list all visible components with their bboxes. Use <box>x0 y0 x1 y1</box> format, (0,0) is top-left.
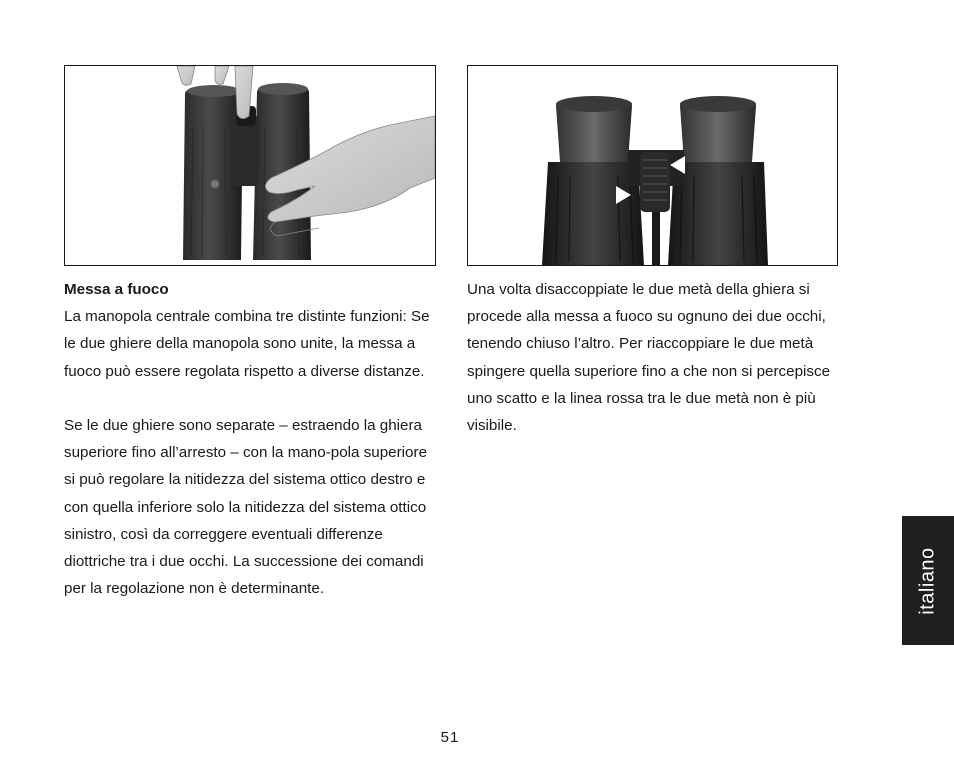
paragraph: Se le due ghiere sono separate – estraendo la ghiera superiore fino all’arresto – con la mano-pola superiore si può regolare la nitidezza del sistema ottico destro e con quella inferiore solo la nitidezza del sistema ottico sinistro, così da correggere eventuali differenze diottriche tra i due occhi. La successione dei comandi per la regolazione non è determinante. <box>64 417 428 598</box>
figure-focus-knob-closeup <box>467 65 838 266</box>
paragraph: La manopola centrale combina tre distinte funzioni: Se le due ghiere della manopola sono unite, la messa a fuoco può essere regolata rispetto a diverse distanze. <box>64 308 430 380</box>
language-tab <box>902 516 954 645</box>
page-number: 51 <box>440 729 460 746</box>
binocular-hands-illustration <box>65 66 435 265</box>
section-heading: Messa a fuoco <box>64 281 169 298</box>
focus-knob-illustration <box>468 66 837 265</box>
left-text-column <box>64 276 436 602</box>
paragraph: Una volta disaccoppiate le due metà della ghiera si procede alla messa a fuoco su ognuno dei due occhi, tenendo chiuso l’altro. Per riaccoppiare le due metà spingere quella superiore fino a che non si percepisce uno scatto e la linea rossa tra le due metà non è più visibile. <box>467 281 831 435</box>
figure-binocular-focus-hands <box>64 65 436 266</box>
language-tab-label: italiano <box>916 546 939 615</box>
right-text-column <box>467 276 839 439</box>
